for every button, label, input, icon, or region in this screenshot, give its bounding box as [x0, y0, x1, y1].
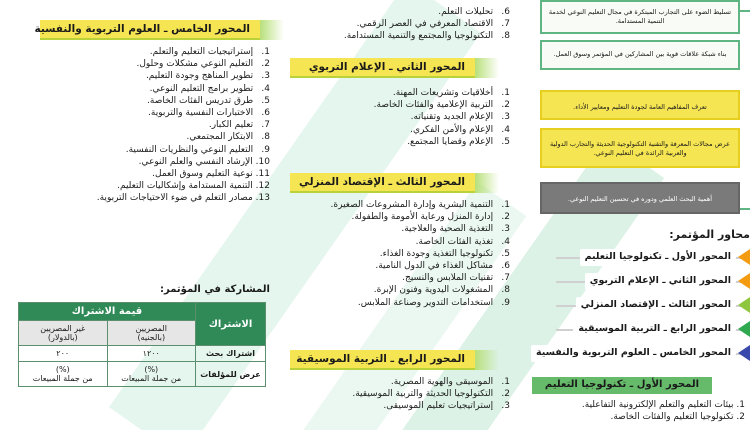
- list-item: 7. تعليم الكبار.: [208, 120, 270, 131]
- list-item: 3. الإعلام الجديد وتقنياته.: [410, 112, 510, 123]
- subscription-value-header: قيمة الاشتراك: [19, 303, 196, 321]
- conference-axes-title: محاور المؤتمر:: [669, 228, 750, 241]
- axis5-heading: المحور الخامس ـ العلوم التربوية والنفسية: [40, 20, 260, 40]
- list-item: 2. تكنولوجيا التعليم والفئات الخاصة.: [610, 412, 745, 422]
- table-cell: (%) من جملة المبيعات: [19, 362, 108, 387]
- axis2-list: [300, 87, 510, 148]
- participation-title: المشاركة في المؤتمر:: [160, 284, 270, 295]
- list-item: 9. التعليم النوعي والنظريات النفسية.: [125, 144, 270, 155]
- objective-box: تعرف المفاهيم العامة لجودة التعليم ومعايير الأداء.: [540, 90, 740, 120]
- arrow-icon: [738, 273, 750, 289]
- list-item: 2. التعليم النوعي مشكلات وحلول.: [136, 59, 270, 70]
- list-item: 12. التنمية المستدامة وإشكاليات التعليم.: [117, 181, 270, 192]
- list-item: 4. تطوير برامج التعليم النوعي.: [149, 83, 270, 94]
- axis-label: المحور الرابع ـ التربية الموسيقية: [573, 321, 736, 338]
- axis-label: المحور الثاني ـ الإعلام التربوي: [585, 273, 736, 290]
- axis4-list: [300, 376, 510, 413]
- list-item: 1. الموسيقى والهوية المصرية.: [390, 377, 510, 387]
- axis-item: [536, 343, 750, 364]
- objectives-flow: [540, 0, 750, 225]
- list-item: 3. تطوير المناهج وجودة التعليم.: [145, 71, 270, 82]
- table-cell: ١٢٠٠: [107, 346, 196, 362]
- list-item: 13. مصادر التعلم في ضوء الاحتياجات التربوية.: [96, 193, 270, 204]
- list-item: 2. التربية الإعلامية والفئات الخاصة.: [373, 100, 510, 111]
- list-item: 8. الابتكار المجتمعي.: [186, 132, 270, 143]
- row-label: اشتراك بحث: [196, 346, 266, 362]
- list-item: 4. تغذية الفئات الخاصة.: [415, 236, 510, 247]
- list-item: 2. التكنولوجيا الحديثة والتربية الموسيقية.: [352, 389, 510, 400]
- arrow-icon: [738, 249, 750, 265]
- axis3-list: [300, 199, 510, 309]
- table-row: [19, 362, 266, 387]
- list-item: 8. المشغولات اليدوية وفنون الإبرة.: [373, 285, 510, 296]
- list-item: 11. نوعية التعليم وسوق العمل.: [152, 169, 270, 180]
- list-item: 10. الإرشاد النفسي والعلم النوعي.: [138, 156, 270, 167]
- list-item: 6. تحليلات التعلم.: [438, 7, 510, 17]
- axis1-list: [540, 399, 745, 423]
- axis1-continued-list: [300, 6, 510, 43]
- list-item: 6. مشاكل الغذاء في الدول النامية.: [375, 261, 510, 272]
- list-item: 3. إستراتيجيات تعليم الموسيقى.: [383, 401, 510, 412]
- list-item: 5. الإعلام وقضايا المجتمع.: [407, 136, 510, 147]
- axis-item: [545, 247, 750, 268]
- table-cell: ٢٠٠: [19, 346, 108, 362]
- list-item: 7. الاقتصاد المعرفي في العصر الرقمي.: [356, 19, 510, 30]
- table-row: [19, 346, 266, 362]
- axis4-heading: المحور الرابع ـ التربية الموسيقية: [290, 350, 475, 370]
- list-item: 1. إستراتيجيات التعليم والتعلم.: [149, 47, 270, 57]
- axis-item: [545, 295, 750, 316]
- axis-label: المحور الثالث ـ الإقتصاد المنزلي: [576, 297, 736, 314]
- objective-box: بناء شبكة علاقات قوية بين المشاركين في المؤتمر وسوق العمل.: [540, 40, 740, 70]
- conference-axes-list: [536, 247, 750, 367]
- list-item: 8. التكنولوجيا والمجتمع والتنمية المستدامة.: [343, 31, 510, 42]
- objective-box: أهمية البحث العلمي ودوره في تحسين التعليم النوعي.: [540, 182, 740, 214]
- table-cell: (%) من جملة المبيعات: [107, 362, 196, 387]
- list-item: 1. التنمية البشرية وإدارة المشروعات الصغيرة.: [330, 200, 510, 210]
- arrow-icon: [738, 345, 750, 361]
- axis5-list: [40, 46, 270, 205]
- egyptians-column-header: المصريين (بالجنيه): [107, 321, 196, 346]
- list-item: 1. بيئات التعليم والتعلم الإلكترونية التفاعلية.: [581, 400, 745, 410]
- list-item: 6. الاختبارات النفسية والتربوية.: [148, 108, 270, 119]
- list-item: 7. تقنيات الملابس والنسيج.: [402, 273, 510, 284]
- subscription-table: [18, 302, 266, 387]
- arrow-icon: [738, 297, 750, 313]
- list-item: 9. استخدامات التدوير وصناعة الملابس.: [357, 297, 510, 308]
- objective-box: تسليط الضوء على التجارب المبتكرة في مجال التعليم النوعي لخدمة التنمية المستدامة.: [540, 0, 740, 34]
- non-egyptians-column-header: غير المصريين (بالدولار): [19, 321, 108, 346]
- flow-connector: [740, 10, 750, 210]
- list-item: 5. تكنولوجيا التغذية وجودة الغذاء.: [379, 248, 510, 259]
- list-item: 1. أخلاقيات وتشريعات المهنة.: [392, 88, 510, 98]
- axis3-heading: المحور الثالث ـ الإقتصاد المنزلي: [290, 173, 475, 193]
- row-label: عرض للمؤلفات: [196, 362, 266, 387]
- list-item: 3. التغذية الصحية والعلاجية.: [401, 224, 510, 235]
- subscription-header: الاشتراك: [196, 303, 266, 346]
- axis-item: [545, 271, 750, 292]
- axis-label: المحور الأول ـ تكنولوجيا التعليم: [580, 249, 736, 266]
- axis1-heading: المحور الأول ـ تكنولوجيا التعليم: [532, 377, 712, 394]
- axis2-heading: المحور الثاني ـ الإعلام التربوي: [290, 58, 475, 78]
- axis-item: [545, 319, 750, 340]
- axis-label: المحور الخامس ـ العلوم التربوية والنفسية: [531, 345, 736, 362]
- list-item: 4. الإعلام والأمن الفكري.: [410, 124, 510, 135]
- arrow-icon: [738, 321, 750, 337]
- objective-box: عرض مجالات المعرفة والتقنية التكنولوجية الحديثة والتجارب الدولية والعربية الرائدة في التعليم النوعي.: [540, 128, 740, 168]
- list-item: 2. إدارة المنزل ورعاية الأمومة والطفولة.: [351, 212, 510, 223]
- list-item: 5. طرق تدريس الفئات الخاصة.: [147, 95, 270, 106]
